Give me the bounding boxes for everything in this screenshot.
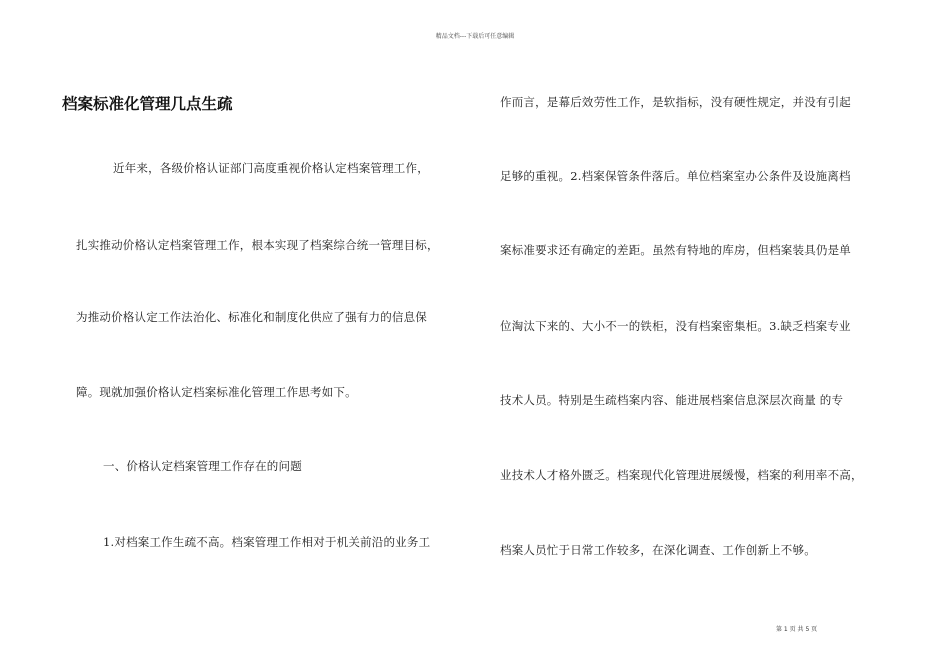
section-heading: 一、价格认定档案管理工作存在的问题 — [103, 459, 302, 473]
page-header: 精品文档---下载后可任意编辑 — [435, 33, 515, 40]
paragraph-line: 障。现就加强价格认定档案标准化管理工作思考如下。 — [76, 385, 357, 399]
paragraph-line: 位淘汰下来的、大小不一的铁柜，没有档案密集柜。3.缺乏档案专业 — [500, 319, 851, 333]
paragraph-line: 技术人员。特别是生疏档案内容、能进展档案信息深层次商量 的专 — [500, 393, 844, 407]
paragraph-line: 作而言，是幕后效劳性工作，是软指标，没有硬性规定，并没有引起 — [500, 95, 851, 109]
paragraph-line: 档案人员忙于日常工作较多，在深化调查、工作创新上不够。 — [500, 543, 816, 557]
paragraph-line: 为推动价格认定工作法治化、标准化和制度化供应了强有力的信息保 — [76, 310, 427, 324]
paragraph-line: 近年来，各级价格认证部门高度重视价格认定档案管理工作， — [113, 161, 429, 175]
paragraph-line: 足够的重视。2.档案保管条件落后。单位档案室办公条件及设施离档 — [500, 169, 851, 183]
document-title: 档案标准化管理几点生疏 — [62, 95, 233, 113]
paragraph-line: 业技术人才格外匮乏。档案现代化管理进展缓慢，档案的利用率不高， — [500, 468, 863, 482]
paragraph-line: 1.对档案工作生疏不高。档案管理工作相对于机关前沿的业务工 — [103, 535, 431, 549]
page-number: 第 1 页 共 5 页 — [776, 626, 818, 633]
paragraph-line: 案标准要求还有确定的差距。虽然有特地的库房，但档案装具仍是单 — [500, 243, 851, 257]
paragraph-line: 扎实推动价格认定档案管理工作，根本实现了档案综合统一管理目标， — [76, 238, 439, 252]
